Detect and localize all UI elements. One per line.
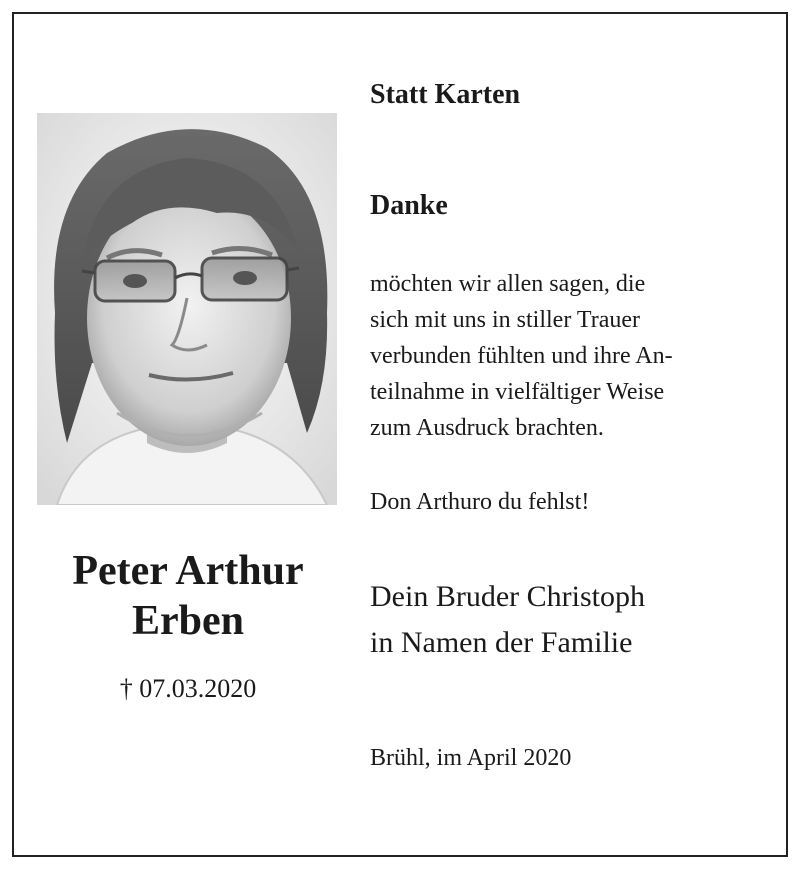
deceased-name: [20, 546, 356, 646]
thanks-line: verbunden fühlten und ihre An-: [370, 343, 673, 369]
heading-danke: Danke: [370, 190, 448, 221]
quote-line: Don Arthuro du fehlst!: [370, 489, 590, 515]
death-date: † 07.03.2020: [119, 674, 257, 703]
deceased-name-line-1: Peter Arthur: [72, 548, 304, 594]
signature: [370, 574, 645, 666]
signature-line-2: in Namen der Familie: [370, 626, 633, 659]
thanks-line: zum Ausdruck brachten.: [370, 415, 604, 441]
portrait-photo: [37, 113, 337, 505]
deceased-name-line-2: Erben: [131, 598, 244, 644]
signature-line-1: Dein Bruder Christoph: [370, 580, 645, 613]
thanks-line: teilnahme in vielfältiger Weise: [370, 379, 665, 405]
thanks-paragraph: [370, 266, 673, 446]
thanks-line: sich mit uns in stiller Trauer: [370, 307, 640, 333]
place-date: Brühl, im April 2020: [370, 745, 572, 771]
header-statt-karten: Statt Karten: [370, 79, 521, 110]
thanks-line: möchten wir allen sagen, die: [370, 271, 646, 297]
